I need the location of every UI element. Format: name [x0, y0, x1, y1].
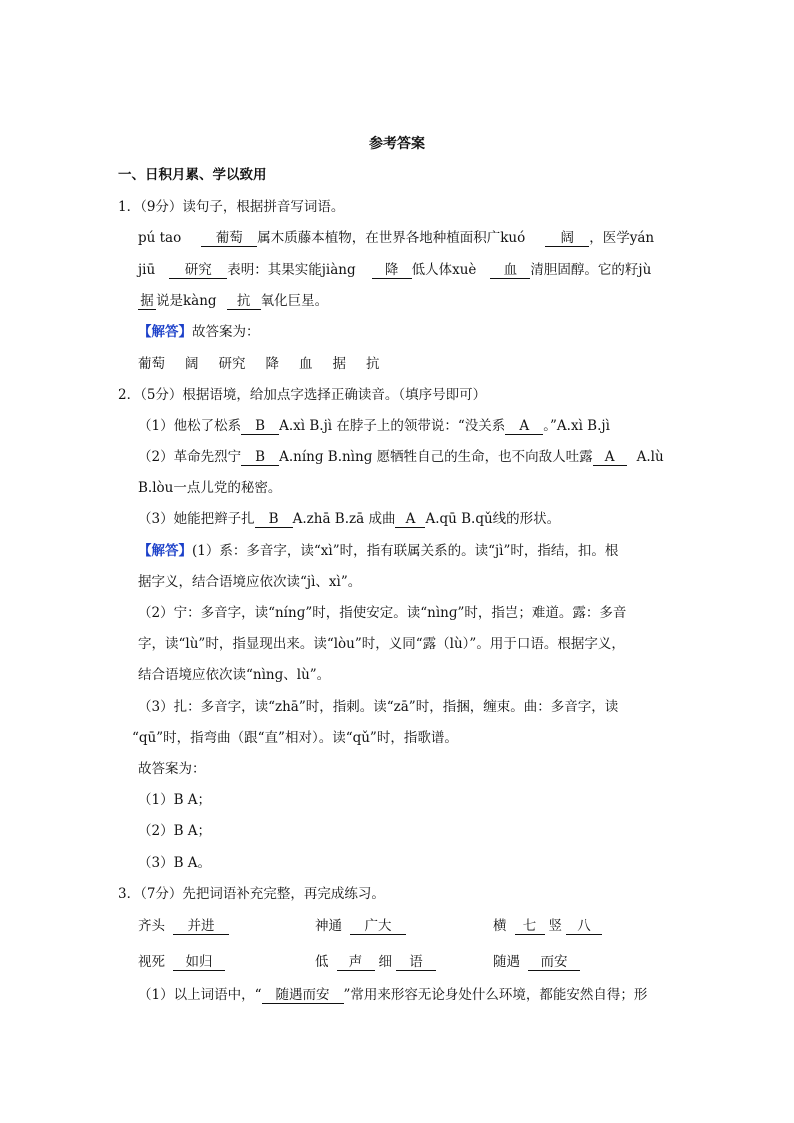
- text: 横: [493, 918, 507, 934]
- text: 细: [378, 954, 392, 970]
- text: （1）以上词语中，“: [138, 987, 262, 1003]
- q1-answer-list: [138, 354, 400, 374]
- q3-row1-col3: [493, 916, 602, 936]
- answer-blank: A: [505, 418, 543, 435]
- answer-blank: 广大: [350, 918, 406, 935]
- answer-blank: A: [395, 511, 425, 528]
- q2-answer-intro: 故答案为：: [138, 761, 206, 777]
- answer-blank: 降: [372, 262, 412, 279]
- answer-blank: 声: [337, 954, 375, 971]
- answer-blank: 并进: [173, 918, 229, 935]
- text: (1）系：多音字，读“xì”时，指有联属关系的。读“jì”时，指结，扣。根: [192, 543, 619, 559]
- answer-blank: 阔: [545, 230, 589, 247]
- q1-stem: 1．（9分）读句子，根据拼音写词语。: [118, 199, 345, 215]
- answer-word: 血: [299, 356, 313, 372]
- answer-blank: 而安: [528, 954, 580, 971]
- solution-tag: 【解答】: [138, 324, 192, 340]
- text: 低: [315, 954, 329, 970]
- solution-tag: 【解答】: [138, 543, 192, 559]
- answer-word: 阔: [185, 356, 199, 372]
- pinyin: jù: [638, 262, 652, 278]
- pinyin: pú tao: [138, 230, 182, 246]
- answer-blank: 血: [490, 262, 530, 279]
- answer-blank: 八: [566, 918, 602, 935]
- answer-blank: 抗: [227, 293, 261, 310]
- text: 。”A.xì B.jì: [543, 418, 610, 434]
- text: 竖: [548, 918, 562, 934]
- q1-line1: [138, 228, 654, 248]
- text: 氧化巨星。: [260, 293, 329, 309]
- q2-stem: 2．（5分）根据语境，给加点字选择正确读音。（填序号即可）: [118, 387, 487, 403]
- answer-word: 葡萄: [138, 356, 165, 372]
- text: 齐头: [138, 918, 165, 934]
- answer-blank: 研究: [169, 262, 227, 279]
- text: A.nínɡ B.nìnɡ 愿牺牲自己的生命，也不向敌人吐露: [279, 449, 593, 465]
- q2-sub3: [138, 509, 560, 529]
- q2-sub2: [138, 447, 664, 467]
- q2-explain-2b: 字，读“lù”时，指显现出来。读“lòu”时，义同“露（lù）”。用于口语。根据字义，: [138, 636, 625, 652]
- q2-answer-1: （1）B A；: [138, 792, 212, 808]
- q3-row2-col1: [138, 952, 225, 972]
- page-title: 参考答案: [369, 136, 425, 152]
- q2-explain-2a: （2）宁：多音字，读“nínɡ”时，指使安定。读“nìnɡ”时，指岂；难道。露：多音: [138, 605, 627, 621]
- text: 属木质藤本植物，在世界各地种植面积广: [257, 230, 501, 246]
- q2-explain-2c: 结合语境应依次读“nìnɡ、lù”。: [138, 667, 331, 683]
- q2-explain-1a: [138, 541, 618, 561]
- q3-row2-col3: [493, 952, 580, 972]
- answer-blank: 随遇而安: [262, 987, 344, 1004]
- text: A.zhā B.zā 成曲: [292, 511, 396, 527]
- text: （1）他松了松系: [138, 418, 242, 434]
- answer-blank: 七: [515, 918, 545, 935]
- q3-row2-col2: [315, 952, 436, 972]
- text: 表明：其果实能: [227, 262, 322, 278]
- q2-answer-3: （3）B A。: [138, 855, 212, 871]
- text: （2）革命先烈宁: [138, 449, 242, 465]
- q2-sub2-cont: B.lòu一点儿党的秘密。: [138, 480, 282, 496]
- text: 神通: [315, 918, 342, 934]
- q1-line2: [138, 260, 651, 280]
- answer-blank: B: [241, 449, 279, 466]
- text: 低人体: [411, 262, 453, 278]
- answer-blank: B: [255, 511, 293, 528]
- pinyin: xuè: [452, 262, 477, 278]
- pinyin: jiū: [138, 262, 156, 278]
- text: （3）她能把辫子扎: [138, 511, 255, 527]
- q2-explain-3b: “qū”时，指弯曲（跟“直”相对）。读“qǔ”时，指歌谱。: [132, 730, 458, 746]
- answer-word: 研究: [218, 356, 246, 372]
- q1-line3: [138, 291, 328, 311]
- q3-stem: 3．（7分）先把词语补充完整，再完成练习。: [118, 886, 385, 902]
- text: 随遇: [493, 954, 520, 970]
- pinyin: kàng: [183, 293, 217, 309]
- answer-word: 降: [265, 356, 279, 372]
- answer-blank: 语: [396, 954, 436, 971]
- pinyin: jiàng: [321, 262, 356, 278]
- text: 视死: [138, 954, 165, 970]
- q3-part1: [138, 985, 647, 1005]
- answer-word: 据: [332, 356, 346, 372]
- text: 清胆固醇。它的籽: [530, 262, 639, 278]
- q3-row1-col1: [138, 916, 229, 936]
- q1-solution: [138, 322, 260, 342]
- answer-blank: 如归: [173, 954, 225, 971]
- section-heading: 一、日积月累、学以致用: [118, 167, 267, 183]
- q2-explain-1b: 据字义，结合语境应依次读“jì、xì”。: [138, 574, 362, 590]
- text: 说是: [156, 293, 183, 309]
- text: ”常用来形容无论身处什么环境，都能安然自得；形: [343, 987, 648, 1003]
- text: A.qū B.qǔ线的形状。: [425, 511, 561, 527]
- pinyin: kuó: [500, 230, 526, 246]
- q3-row1-col2: [315, 916, 406, 936]
- q2-answer-2: （2）B A；: [138, 823, 212, 839]
- answer-blank: A: [593, 449, 627, 466]
- text: 故答案为：: [192, 324, 260, 340]
- q2-sub1: [138, 416, 610, 436]
- answer-blank: B: [241, 418, 279, 435]
- answer-blank: 据: [138, 293, 156, 310]
- answer-blank: 葡萄: [201, 230, 257, 247]
- text: A.lù: [636, 449, 664, 465]
- answer-word: 抗: [366, 356, 380, 372]
- pinyin: yán: [629, 230, 655, 246]
- q2-explain-3a: （3）扎：多音字，读“zhā”时，指刺。读“zā”时，指捆，缠束。曲：多音字，读: [138, 699, 619, 715]
- text: ，医学: [589, 230, 630, 246]
- text: A.xì B.jì 在脖子上的领带说：“没关系: [279, 418, 506, 434]
